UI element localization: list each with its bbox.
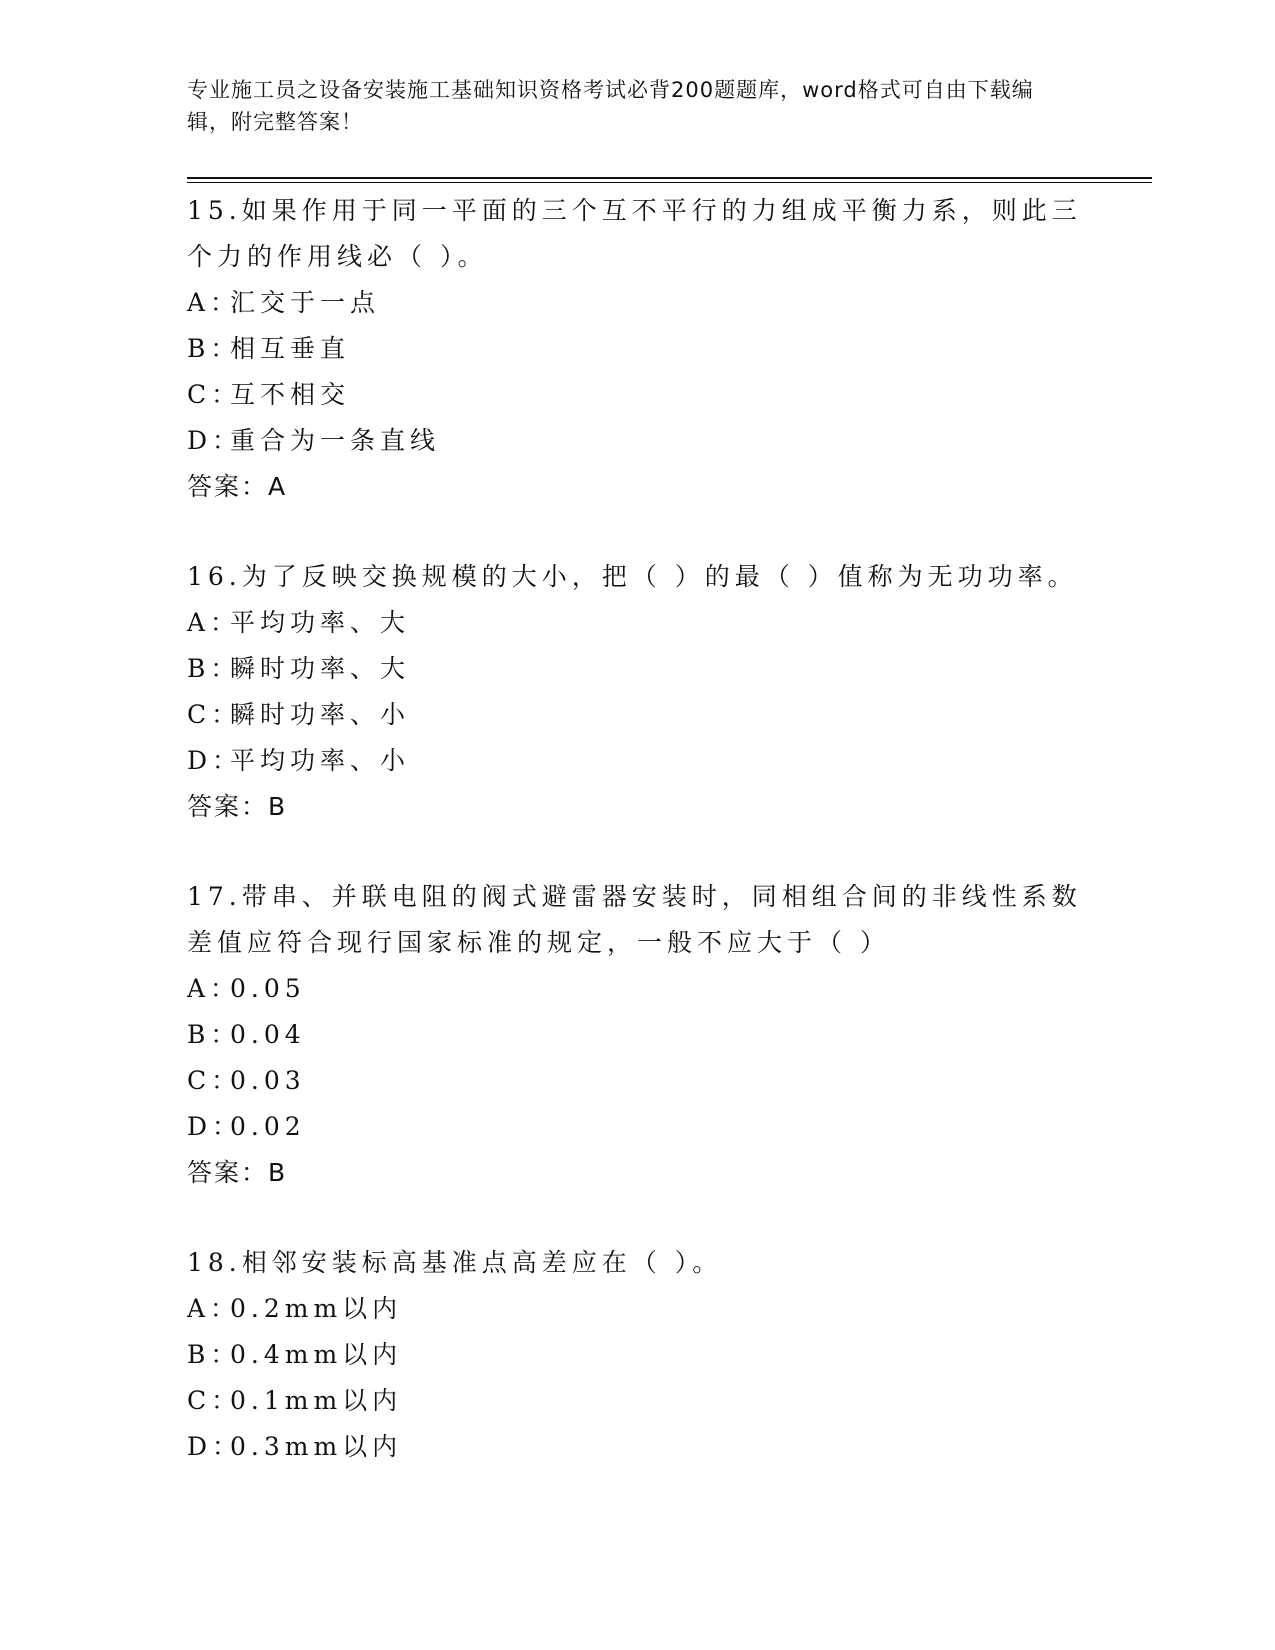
question-16 (187, 554, 1087, 830)
option-text: 瞬时功率、大 (230, 654, 411, 683)
option-key: D： (187, 1432, 243, 1461)
option-key: A： (187, 288, 241, 317)
question-15 (187, 188, 1087, 510)
option-key: B： (187, 1020, 241, 1049)
option-text: 0.4mm以内 (230, 1340, 403, 1369)
option-key: C： (187, 1066, 242, 1095)
option-text: 0.04 (230, 1020, 306, 1049)
option-key: D： (187, 1112, 243, 1141)
option-b (187, 1012, 1087, 1058)
option-text: 瞬时功率、小 (230, 700, 411, 729)
option-text: 重合为一条直线 (230, 426, 441, 455)
option-text: 相互垂直 (230, 334, 351, 363)
answer-line: 答案：A (187, 472, 288, 501)
question-stem: 15.如果作用于同一平面的三个互不平行的力组成平衡力系，则此三个力的作用线必（ ）。 (187, 196, 1082, 271)
option-d (187, 1424, 1087, 1470)
option-text: 平均功率、大 (230, 608, 411, 637)
question-17 (187, 874, 1087, 1196)
option-key: D： (187, 746, 243, 775)
option-key: D： (187, 426, 243, 455)
option-text: 平均功率、小 (230, 746, 411, 775)
question-stem: 17.带串、并联电阻的阀式避雷器安装时，同相组合间的非线性系数差值应符合现行国家标准的规定，一般不应大于（ ） (187, 882, 1082, 957)
option-text: 互不相交 (230, 380, 351, 409)
option-text: 0.02 (230, 1112, 306, 1141)
option-c (187, 692, 1087, 738)
option-key: B： (187, 654, 241, 683)
option-b (187, 1332, 1087, 1378)
option-c (187, 372, 1087, 418)
option-d (187, 1104, 1087, 1150)
option-text: 0.05 (230, 974, 306, 1003)
option-text: 0.2mm以内 (230, 1294, 403, 1323)
option-text: 0.03 (230, 1066, 306, 1095)
option-a (187, 966, 1087, 1012)
document-header: 专业施工员之设备安装施工基础知识资格考试必背200题题库，word格式可自由下载编辑，附完整答案！ (187, 78, 1034, 134)
option-text: 0.1mm以内 (230, 1386, 403, 1415)
option-d (187, 418, 1087, 464)
option-key: B： (187, 1340, 241, 1369)
option-key: A： (187, 608, 241, 637)
option-key: C： (187, 700, 242, 729)
option-b (187, 646, 1087, 692)
answer-line: 答案：B (187, 792, 288, 821)
option-c (187, 1058, 1087, 1104)
option-d (187, 738, 1087, 784)
header-divider-thin (187, 182, 1152, 183)
question-stem: 18.相邻安装标高基准点高差应在（ ）。 (187, 1248, 723, 1277)
question-list (187, 188, 1087, 1514)
answer-line: 答案：B (187, 1158, 288, 1187)
option-b (187, 326, 1087, 372)
option-text: 汇交于一点 (230, 288, 381, 317)
question-18 (187, 1240, 1087, 1470)
option-a (187, 600, 1087, 646)
option-key: A： (187, 1294, 241, 1323)
option-a (187, 280, 1087, 326)
option-key: C： (187, 1386, 242, 1415)
option-key: B： (187, 334, 241, 363)
option-key: C： (187, 380, 242, 409)
question-stem: 16.为了反映交换规模的大小，把（ ）的最（ ）值称为无功功率。 (187, 562, 1078, 591)
option-key: A： (187, 974, 241, 1003)
option-c (187, 1378, 1087, 1424)
option-a (187, 1286, 1087, 1332)
header-divider-thick (187, 177, 1152, 179)
option-text: 0.3mm以内 (230, 1432, 403, 1461)
